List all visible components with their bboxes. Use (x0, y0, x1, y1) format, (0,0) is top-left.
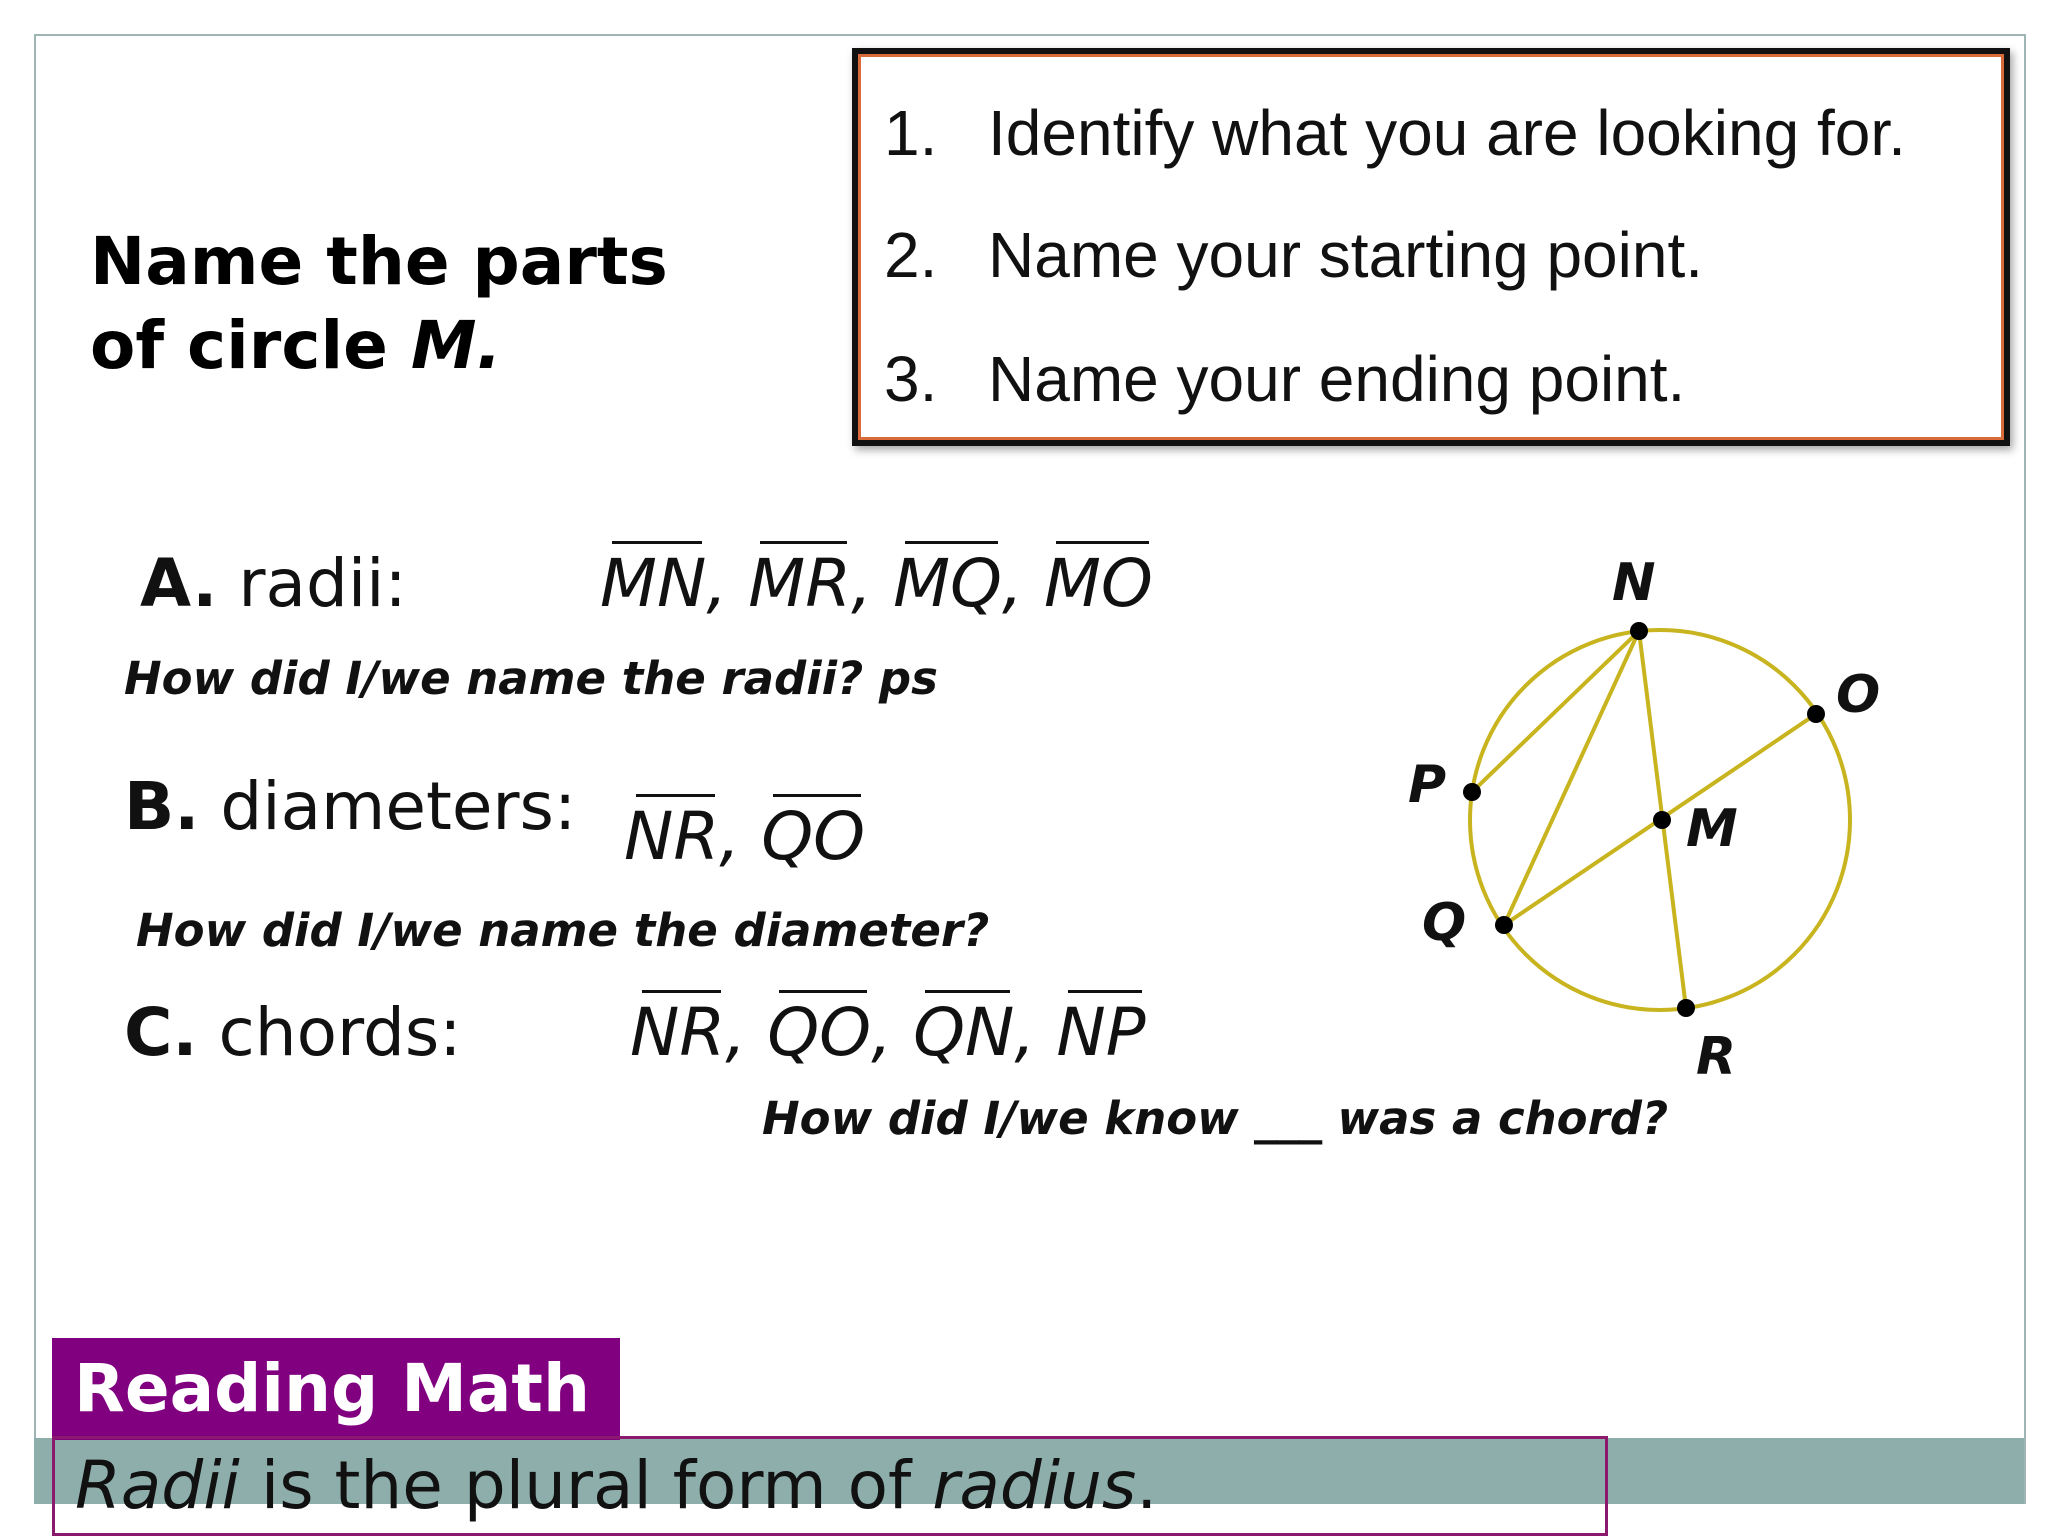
part-c-label (124, 994, 461, 1071)
label-m: M (1686, 799, 1738, 859)
step-text: Name your starting point. (988, 219, 1703, 291)
step-number: 2. (884, 219, 938, 291)
reading-end: . (1136, 1447, 1158, 1524)
point-r (1677, 999, 1695, 1017)
segment: MN (600, 545, 707, 622)
reading-math-box (52, 1436, 1608, 1536)
point-p (1463, 783, 1481, 801)
segment: NR (630, 994, 726, 1071)
label-p: P (1408, 755, 1447, 815)
separator: , (725, 994, 768, 1071)
label-q: Q (1422, 893, 1467, 953)
part-c-letter: C. (124, 994, 198, 1071)
part-a-question: How did I/we name the radii? ps (124, 652, 938, 705)
title-line-1: Name the parts (90, 223, 668, 300)
separator: , (851, 545, 894, 622)
step-text: Name your ending point. (988, 343, 1686, 415)
reading-word-radius: radius (932, 1447, 1137, 1524)
segment: QO (761, 798, 866, 875)
part-c-question: How did I/we know ___ was a chord? (762, 1092, 1669, 1145)
segment: NR (624, 798, 720, 875)
segment: MR (748, 545, 852, 622)
reading-word-radii: Radii (75, 1447, 240, 1524)
segment: MO (1043, 545, 1153, 622)
part-c-segments (630, 994, 1146, 1071)
point-q (1495, 916, 1513, 934)
part-b-label (124, 768, 576, 845)
point-m (1653, 811, 1671, 829)
part-b-letter: B. (124, 768, 200, 845)
label-r: R (1696, 1027, 1737, 1087)
step-number: 1. (884, 97, 938, 169)
part-c-text: chords: (197, 994, 462, 1071)
segment: NP (1056, 994, 1146, 1071)
part-a-label (140, 545, 407, 622)
steps-box (852, 48, 2010, 446)
circle-diagram (1380, 540, 1900, 1100)
title-line-2-prefix: of circle (90, 307, 411, 384)
separator: , (706, 545, 749, 622)
label-o: O (1836, 665, 1881, 725)
part-b-question: How did I/we name the diameter? (136, 904, 990, 957)
point-n (1630, 622, 1648, 640)
segment: QO (767, 994, 872, 1071)
separator: , (1014, 994, 1057, 1071)
reading-middle: is the plural form of (239, 1447, 933, 1524)
step-number: 3. (884, 343, 938, 415)
separator: , (719, 798, 762, 875)
separator: , (1001, 545, 1044, 622)
chord-np (1472, 631, 1639, 792)
separator: , (871, 994, 914, 1071)
page-title (90, 220, 668, 388)
part-a-text: radii: (217, 545, 407, 622)
point-o (1807, 705, 1825, 723)
part-a-letter: A. (140, 545, 218, 622)
reading-math-header: Reading Math (52, 1338, 620, 1440)
label-n: N (1612, 553, 1656, 613)
title-line-2 (90, 304, 668, 388)
part-b-segments (624, 798, 865, 875)
title-circle-name: M. (410, 307, 502, 384)
part-a-segments (600, 545, 1153, 622)
part-b-text: diameters: (199, 768, 577, 845)
segment: QN (913, 994, 1015, 1071)
segment: MQ (893, 545, 1002, 622)
step-text: Identify what you are looking for. (988, 97, 1906, 169)
